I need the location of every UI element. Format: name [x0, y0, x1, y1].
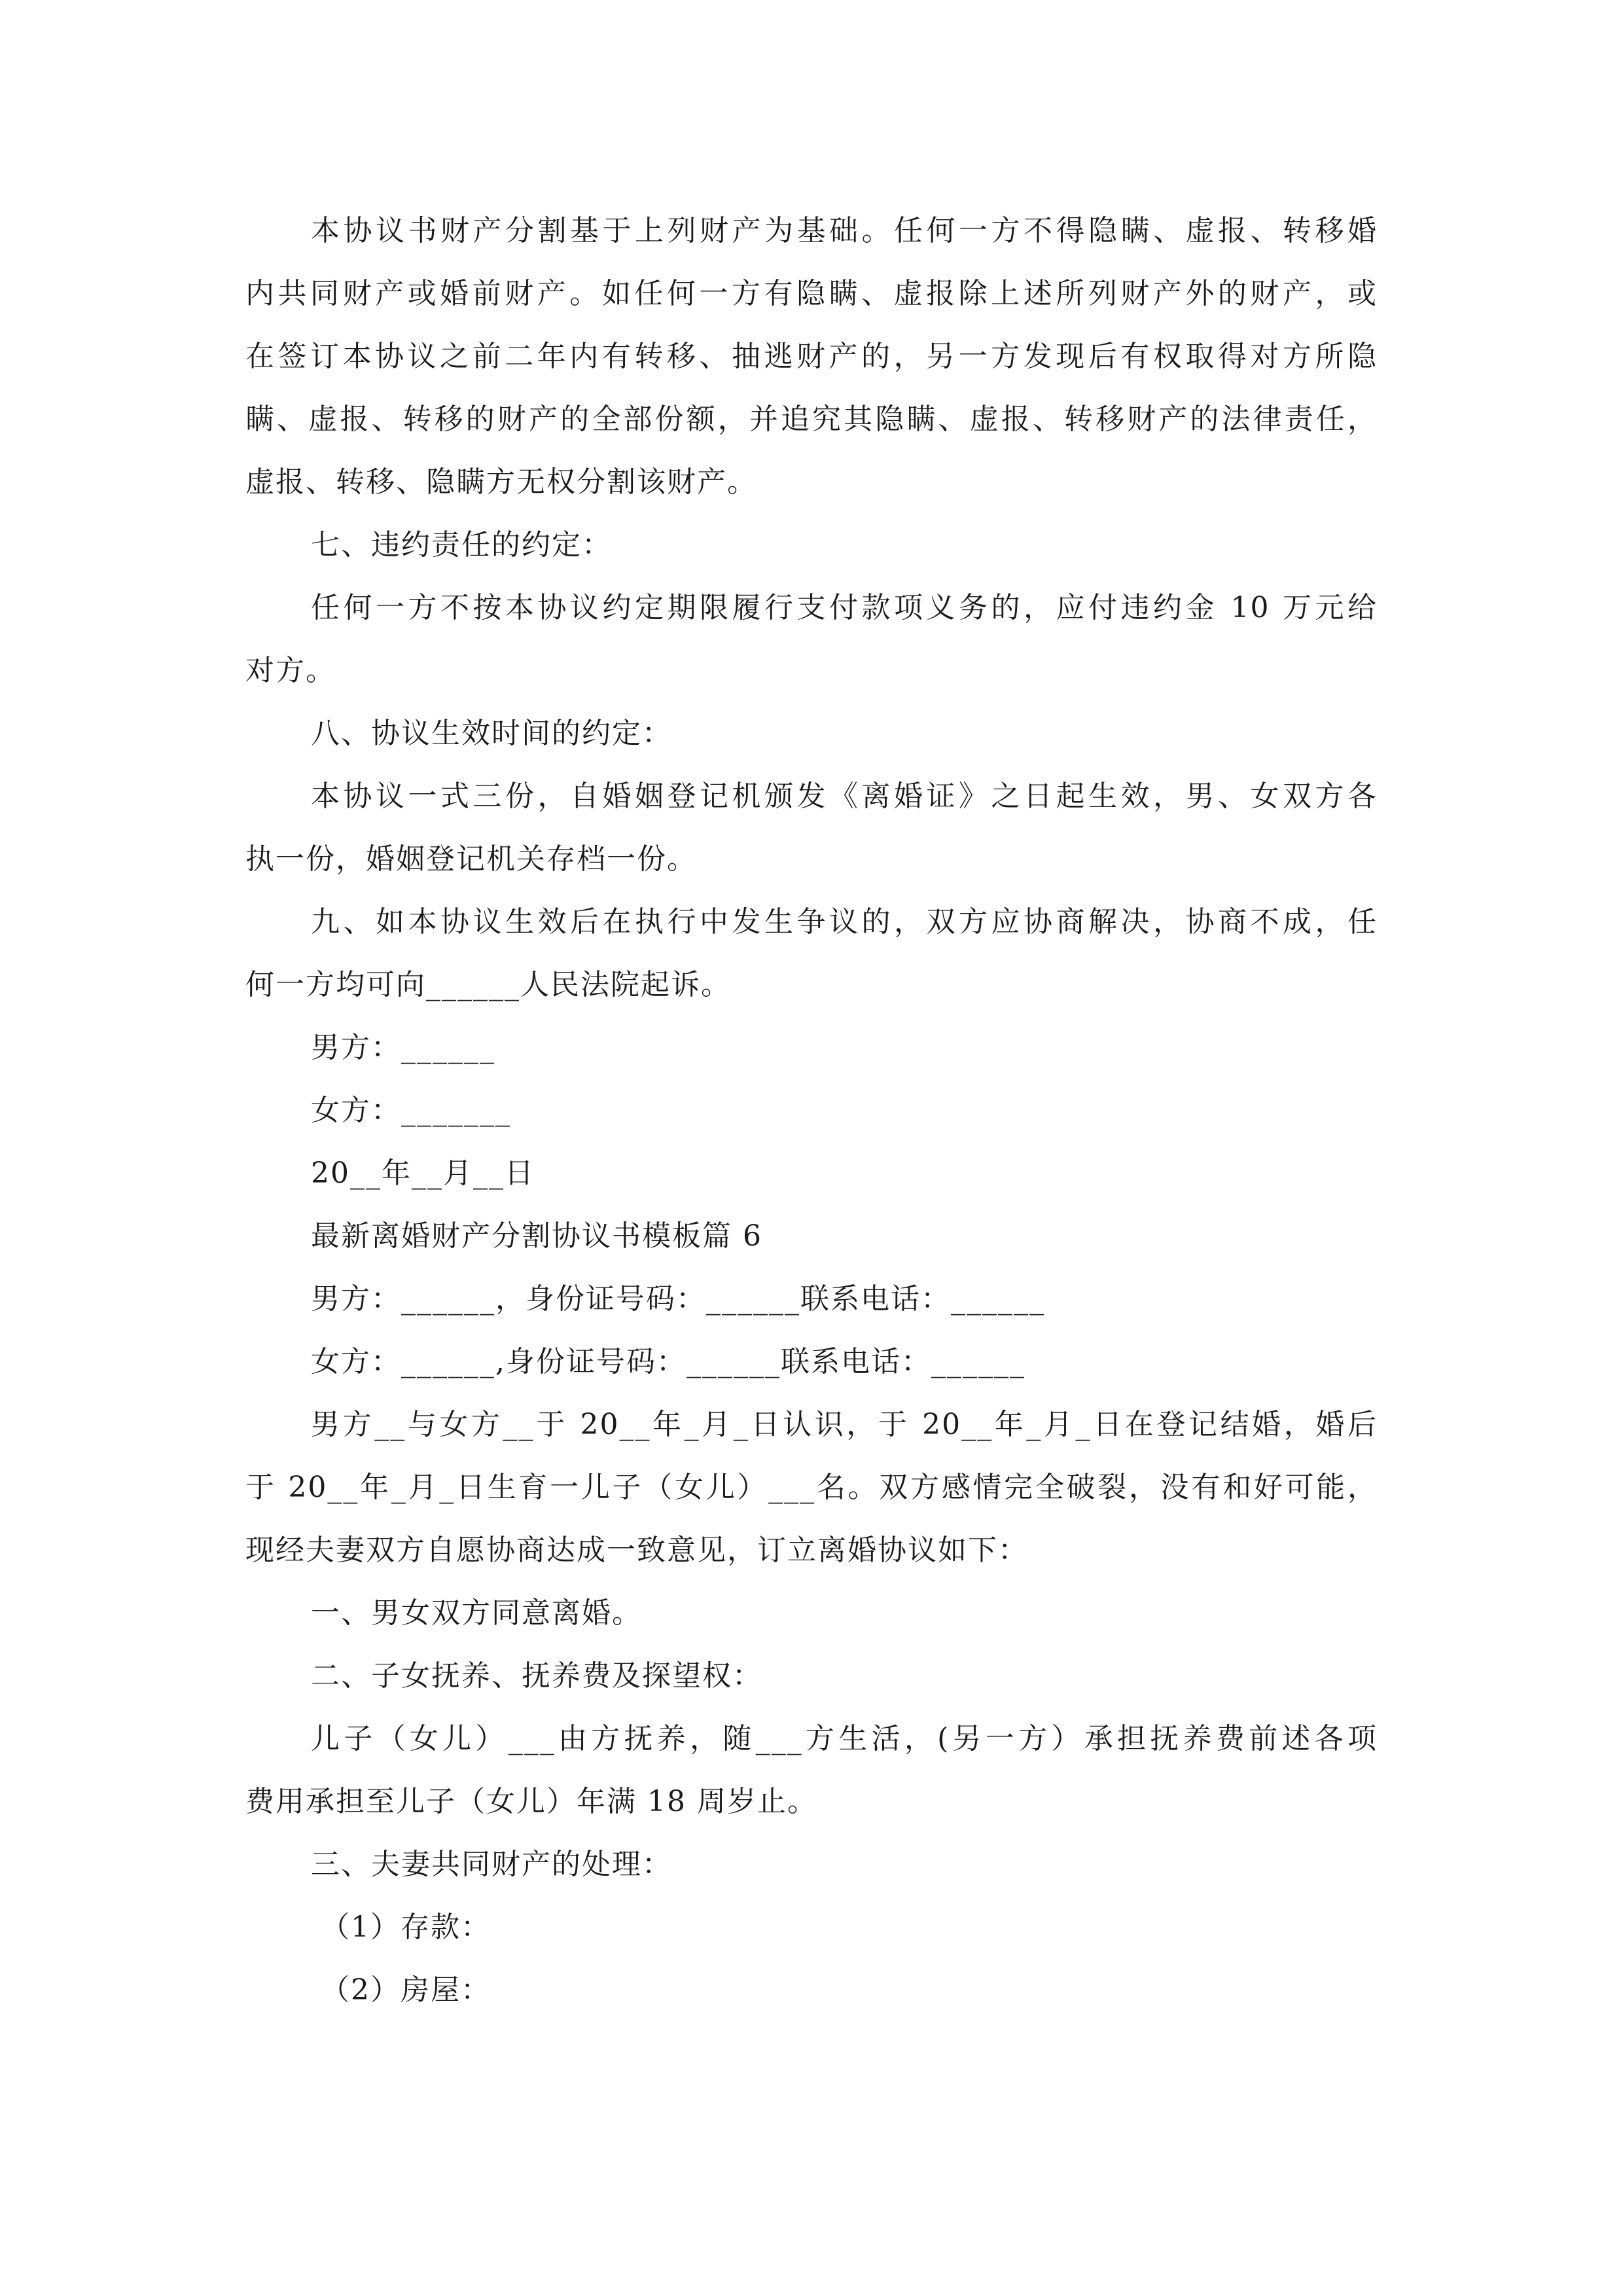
section-heading: 七、违约责任的约定：	[311, 528, 612, 562]
paragraph-line: 于 20__年_月_日生育一儿子（女儿）___名。双方感情完全破裂，没有和好可能，	[245, 1471, 1378, 1504]
section-heading: 八、协议生效时间的约定：	[311, 717, 672, 750]
paragraph-line: 儿子（女儿）___由方抚养，随___方生活，(另一方）承担抚养费前述各项	[311, 1722, 1378, 1755]
paragraph-line: 男方__与女方__于 20__年_月_日认识，于 20__年_月_日在登记结婚，婚后	[311, 1408, 1378, 1441]
paragraph-line: 九、如本协议生效后在执行中发生争议的，双方应协商解决，协商不成，任	[311, 905, 1378, 939]
signature-date: 20__年__月__日	[311, 1157, 535, 1190]
paragraph-line: 任何一方不按本协议约定期限履行支付款项义务的，应付违约金 10 万元给	[311, 591, 1378, 624]
paragraph-line: 虚报、转移、隐瞒方无权分割该财产。	[245, 465, 757, 499]
paragraph-line: 在签订本协议之前二年内有转移、抽逃财产的，另一方发现后有权取得对方所隐	[245, 340, 1378, 373]
section-heading: 二、子女抚养、抚养费及探望权：	[311, 1659, 762, 1693]
paragraph-line: 执一份，婚姻登记机关存档一份。	[245, 842, 697, 876]
list-item: （2）房屋：	[321, 1973, 491, 2007]
document-title: 最新离婚财产分割协议书模板篇 6	[311, 1219, 762, 1253]
paragraph-line: 本协议书财产分割基于上列财产为基础。任何一方不得隐瞒、虚报、转移婚	[311, 214, 1378, 247]
paragraph-line: 内共同财产或婚前财产。如任何一方有隐瞒、虚报除上述所列财产外的财产，或	[245, 277, 1378, 310]
section-heading: 一、男女双方同意离婚。	[311, 1596, 642, 1630]
list-item: （1）存款：	[321, 1910, 491, 1944]
section-heading: 三、夫妻共同财产的处理：	[311, 1848, 672, 1881]
paragraph-line: 费用承担至儿子（女儿）年满 18 周岁止。	[245, 1785, 817, 1818]
signature-male: 男方：______	[311, 1031, 495, 1064]
party-male-info: 男方：______，身份证号码：______联系电话：______	[311, 1282, 1045, 1316]
paragraph-line: 对方。	[245, 654, 336, 687]
paragraph-line: 本协议一式三份，自婚姻登记机颁发《离婚证》之日起生效，男、女双方各	[311, 780, 1378, 813]
signature-female: 女方：_______	[311, 1094, 511, 1127]
paragraph-line: 何一方均可向______人民法院起诉。	[245, 968, 731, 1001]
paragraph-line: 现经夫妻双方自愿协商达成一致意见，订立离婚协议如下：	[245, 1534, 1028, 1567]
party-female-info: 女方：______,身份证号码：______联系电话：______	[311, 1345, 1026, 1378]
paragraph-line: 瞒、虚报、转移的财产的全部份额，并追究其隐瞒、虚报、转移财产的法律责任，	[245, 403, 1378, 436]
